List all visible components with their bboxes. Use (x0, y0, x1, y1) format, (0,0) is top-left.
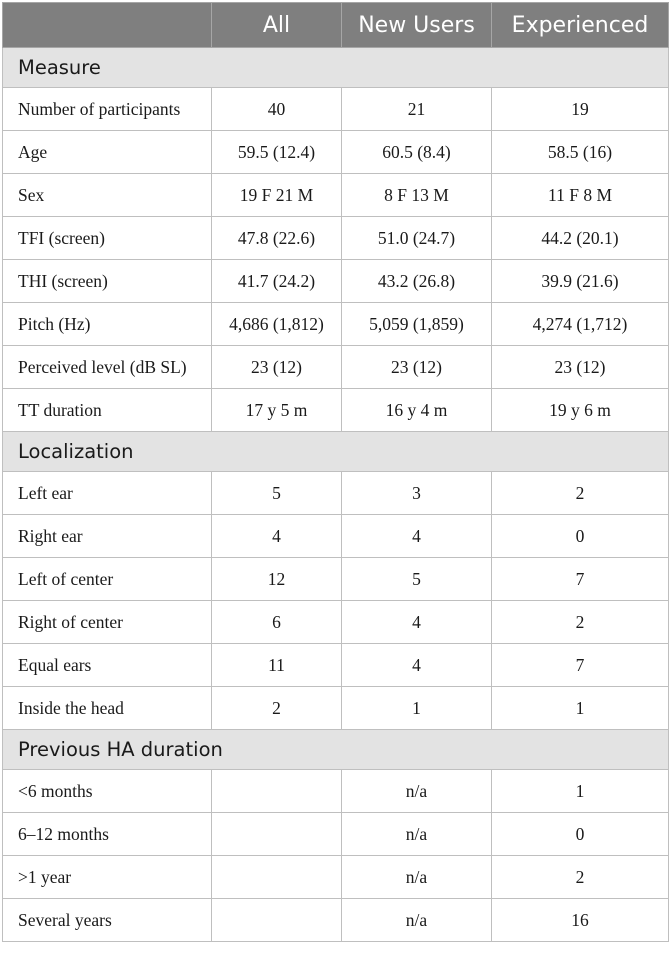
row-label-cell: Left of center (3, 558, 212, 601)
row-label-cell: >1 year (3, 856, 212, 899)
row-label-cell: THI (screen) (3, 260, 212, 303)
header-new-users: New Users (342, 3, 492, 48)
new-users-value-cell: 21 (342, 88, 492, 131)
new-users-value-cell: 43.2 (26.8) (342, 260, 492, 303)
section-header-row (3, 730, 669, 770)
table-row (3, 346, 669, 389)
table-row (3, 88, 669, 131)
all-value-cell (212, 856, 342, 899)
new-users-value-cell: n/a (342, 856, 492, 899)
experienced-value-cell: 11 F 8 M (492, 174, 669, 217)
section-header-row (3, 48, 669, 88)
experienced-value-cell: 4,274 (1,712) (492, 303, 669, 346)
row-label-cell: Age (3, 131, 212, 174)
table-row (3, 303, 669, 346)
new-users-value-cell: 5,059 (1,859) (342, 303, 492, 346)
new-users-value-cell: 4 (342, 644, 492, 687)
table-row (3, 601, 669, 644)
all-value-cell: 41.7 (24.2) (212, 260, 342, 303)
new-users-value-cell: 4 (342, 601, 492, 644)
row-label-cell: Pitch (Hz) (3, 303, 212, 346)
section-header-row (3, 432, 669, 472)
experienced-value-cell: 1 (492, 687, 669, 730)
all-value-cell: 5 (212, 472, 342, 515)
experienced-value-cell: 19 (492, 88, 669, 131)
experienced-value-cell: 2 (492, 856, 669, 899)
table-row (3, 515, 669, 558)
all-value-cell (212, 813, 342, 856)
table-row (3, 856, 669, 899)
row-label-cell: Number of participants (3, 88, 212, 131)
row-label-cell: <6 months (3, 770, 212, 813)
row-label-cell: Right ear (3, 515, 212, 558)
row-label-cell: Left ear (3, 472, 212, 515)
new-users-value-cell: 1 (342, 687, 492, 730)
new-users-value-cell: 60.5 (8.4) (342, 131, 492, 174)
table-row (3, 558, 669, 601)
all-value-cell: 2 (212, 687, 342, 730)
all-value-cell: 59.5 (12.4) (212, 131, 342, 174)
experienced-value-cell: 7 (492, 558, 669, 601)
experienced-value-cell: 2 (492, 601, 669, 644)
row-label-cell: Equal ears (3, 644, 212, 687)
row-label-cell: Right of center (3, 601, 212, 644)
section-title: Measure (3, 48, 669, 88)
experienced-value-cell: 0 (492, 515, 669, 558)
row-label-cell: TFI (screen) (3, 217, 212, 260)
table-row (3, 813, 669, 856)
new-users-value-cell: 23 (12) (342, 346, 492, 389)
new-users-value-cell: 5 (342, 558, 492, 601)
new-users-value-cell: n/a (342, 813, 492, 856)
experienced-value-cell: 2 (492, 472, 669, 515)
all-value-cell: 23 (12) (212, 346, 342, 389)
row-label-cell: Perceived level (dB SL) (3, 346, 212, 389)
experienced-value-cell: 44.2 (20.1) (492, 217, 669, 260)
section-title: Localization (3, 432, 669, 472)
all-value-cell: 40 (212, 88, 342, 131)
new-users-value-cell: 16 y 4 m (342, 389, 492, 432)
new-users-value-cell: n/a (342, 899, 492, 942)
row-label-cell: Sex (3, 174, 212, 217)
table-row (3, 131, 669, 174)
experienced-value-cell: 0 (492, 813, 669, 856)
participant-characteristics-table (2, 2, 669, 942)
new-users-value-cell: 4 (342, 515, 492, 558)
table-row (3, 260, 669, 303)
all-value-cell: 4,686 (1,812) (212, 303, 342, 346)
row-label-cell: 6–12 months (3, 813, 212, 856)
header-row (3, 3, 669, 48)
all-value-cell: 12 (212, 558, 342, 601)
new-users-value-cell: n/a (342, 770, 492, 813)
all-value-cell: 11 (212, 644, 342, 687)
experienced-value-cell: 7 (492, 644, 669, 687)
table-row (3, 770, 669, 813)
all-value-cell: 6 (212, 601, 342, 644)
row-label-cell: TT duration (3, 389, 212, 432)
experienced-value-cell: 58.5 (16) (492, 131, 669, 174)
table-row (3, 217, 669, 260)
all-value-cell: 47.8 (22.6) (212, 217, 342, 260)
experienced-value-cell: 23 (12) (492, 346, 669, 389)
new-users-value-cell: 51.0 (24.7) (342, 217, 492, 260)
table-row (3, 472, 669, 515)
experienced-value-cell: 16 (492, 899, 669, 942)
all-value-cell (212, 899, 342, 942)
section-title: Previous HA duration (3, 730, 669, 770)
experienced-value-cell: 39.9 (21.6) (492, 260, 669, 303)
header-all: All (212, 3, 342, 48)
table-row (3, 687, 669, 730)
new-users-value-cell: 3 (342, 472, 492, 515)
table-row (3, 899, 669, 942)
all-value-cell (212, 770, 342, 813)
table-row (3, 389, 669, 432)
table-row (3, 174, 669, 217)
row-label-cell: Several years (3, 899, 212, 942)
header-empty-cell (3, 3, 212, 48)
all-value-cell: 19 F 21 M (212, 174, 342, 217)
new-users-value-cell: 8 F 13 M (342, 174, 492, 217)
experienced-value-cell: 1 (492, 770, 669, 813)
header-experienced: Experienced (492, 3, 669, 48)
row-label-cell: Inside the head (3, 687, 212, 730)
all-value-cell: 17 y 5 m (212, 389, 342, 432)
table-row (3, 644, 669, 687)
experienced-value-cell: 19 y 6 m (492, 389, 669, 432)
all-value-cell: 4 (212, 515, 342, 558)
